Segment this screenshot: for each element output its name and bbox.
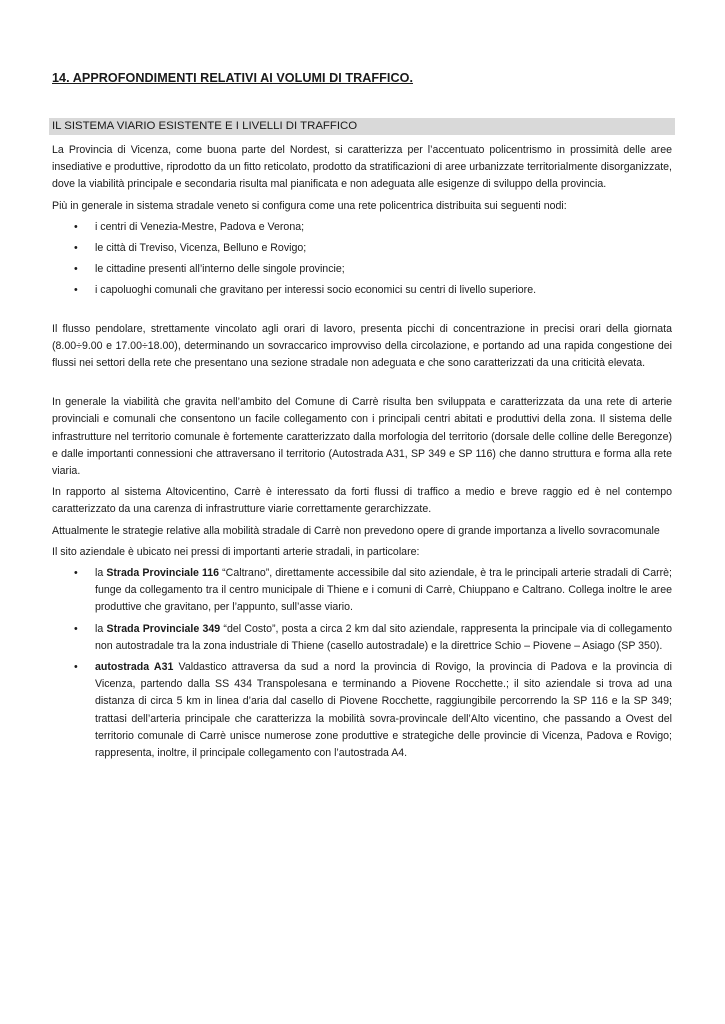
bullet-icon: • — [74, 220, 78, 233]
bullet-icon: • — [74, 263, 78, 276]
intro-paragraph: La Provincia di Vicenza, come buona parte del Nordest, si caratterizza per l’accentuato policentrismo in prossimità delle aree insediative e produttive, riprodotto da un fitto reticolato, prodotto da stratificazioni di aree urbanizzate territorialmente disorganizzate, dove la viabilità principale e secondaria risulta mal pianificata e non adeguata alle esigenze di sviluppo della provincia. — [52, 144, 672, 191]
list-item: • le cittadine presenti all’interno delle singole provincie; — [52, 261, 672, 278]
site-intro-paragraph: Il sito aziendale è ubicato nei pressi di importanti arterie stradali, in particolare: — [52, 545, 420, 558]
bullet-icon: • — [74, 284, 78, 297]
road-name: Strada Provinciale 116 — [106, 567, 220, 580]
bullet-icon: • — [74, 622, 78, 635]
list-item: • i capoluoghi comunali che gravitano per interessi socio economici su centri di livello superiore. — [52, 282, 672, 299]
road-name: Strada Provinciale 349 — [106, 622, 221, 635]
nodes-list — [52, 219, 672, 300]
network-intro-paragraph: Più in generale in sistema stradale veneto si configura come una rete policentrica distribuita sui seguenti nodi: — [52, 199, 567, 212]
page-title: 14. APPROFONDIMENTI RELATIVI AI VOLUMI DI TRAFFICO. — [52, 71, 414, 85]
list-item: • la Strada Provinciale 349 “del Costo”, posta a circa 2 km dal sito aziendale, rappresenta la principale via di collegamento non autostradale tra la zona industriale di Thiene (casello autostradale) e la direttrice Schio – Piovene – Asiago (SP 350). — [74, 622, 672, 652]
bullet-icon: • — [74, 567, 78, 580]
list-item: • la Strada Provinciale 116 “Caltrano”, direttamente accessibile dal sito aziendale, è tra le principali arterie stradali di Carrè; funge da collegamento tra il centro municipale di Thiene e i comuni di Carrè, Chiuppano e Caltrano. Collega inoltre le aree produttive che gravitano, per l’appunto, sull’asse viario. — [74, 567, 672, 614]
list-item: • i centri di Venezia-Mestre, Padova e Verona; — [52, 219, 672, 236]
document-body — [52, 142, 672, 766]
bullet-icon: • — [74, 242, 78, 255]
list-item: • le città di Treviso, Vicenza, Belluno e Rovigo; — [52, 240, 672, 257]
section-heading: IL SISTEMA VIARIO ESISTENTE E I LIVELLI DI TRAFFICO — [49, 118, 675, 135]
commuter-paragraph: Il flusso pendolare, strettamente vincolato agli orari di lavoro, presenta picchi di concentrazione in precisi orari della giornata (8.00÷9.00 e 17.00÷18.00), determinando un sovraccarico improvviso della circolazione, e portando ad una rapida congestione dei flussi nei settori della rete che presentano una sezione stradale non adeguata e che sono caratterizzati da una criticità elevata. — [52, 322, 672, 370]
carre-paragraph: In generale la viabilità che gravita nell’ambito del Comune di Carrè risulta ben sviluppata e caratterizzata da una rete di arterie provinciali e comunali che consentono un facile collegamento con i principali centri abitati e produttivi della zona. Il sistema delle infrastrutture nel territorio comunale è fortemente caratterizzato dalla morfologia del territorio (dorsale delle colline delle Beregonze) e dalle importanti connessioni che attraversano il territorio (Autostrada A31, SP 349 e SP 116) che danno struttura e forma alla rete viaria. — [52, 396, 672, 478]
strategies-paragraph: Attualmente le strategie relative alla mobilità stradale di Carrè non prevedono opere di grande importanza a livello sovracomunale — [52, 524, 660, 537]
road-name: autostrada A31 — [95, 661, 174, 674]
altovicentino-paragraph: In rapporto al sistema Altovicentino, Carrè è interessato da forti flussi di traffico a medio e breve raggio ed è nel contempo caratterizzato da una carenza di infrastrutture viarie correttamente gerarchizzate. — [52, 486, 672, 516]
roads-list — [52, 565, 672, 762]
list-item: • autostrada A31 Valdastico attraversa da sud a nord la provincia di Rovigo, la provincia di Padova e la provincia di Vicenza, partendo dalla SS 434 Transpolesana e terminando a Piovene Rocchette.; il sito aziendale si trova ad una distanza di circa 5 km in linea d’aria dal casello di Piovene Rocchette, raggiungibile percorrendo la SP 116 e la SP 349; trattasi dell’arteria principale che caratterizza la mobilità sovra-provincale dell’Alto vicentino, che passando a Ovest del territorio comunale di Carrè unisce numerose zone produttive e strategiche delle provincie di Vicenza, Padova e Rovigo; rappresenta, inoltre, il principale collegamento con l’autostrada A4. — [74, 661, 672, 760]
bullet-icon: • — [74, 661, 78, 674]
